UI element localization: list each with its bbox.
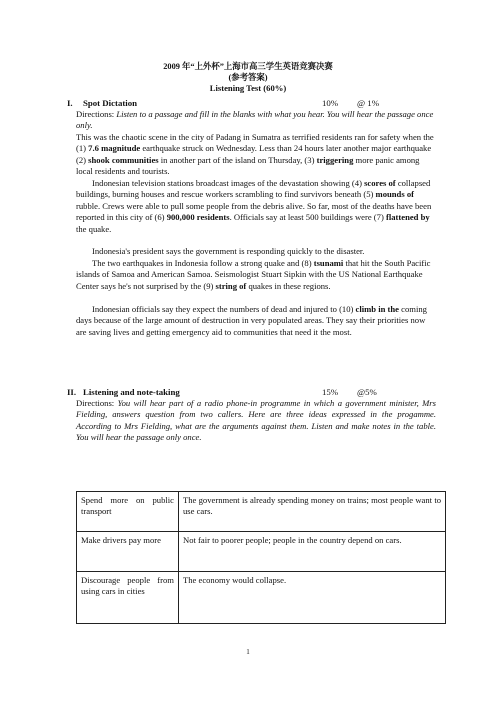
test-name: Listening Test (60%) xyxy=(209,83,287,93)
directions-label: Directions: xyxy=(76,109,115,119)
idea-cell: Spend more on public transport xyxy=(77,492,179,532)
document-title: 2009 年“上外杯”上海市高三学生英语竞赛决赛 xyxy=(163,62,333,71)
directions-label: Directions: xyxy=(76,398,115,408)
section1-per-item: @ 1% xyxy=(357,98,380,108)
directions-text: You will hear part of a radio phone-in programme in which a government minister, Mrs Fielding, answers question from two callers. Here are three ideas expressed in the progamme. According to Mrs Fielding, what are the arguments against them. Listen and make notes in the table. You will hear the passage only once. xyxy=(76,398,436,443)
text-span: more panic among local residents and tourists. xyxy=(76,154,420,177)
argument-cell: The government is already spending money on trains; most people want to use cars. xyxy=(179,492,446,532)
text-span: coming days because of the large amount of destruction in very populated areas. They say their priorities now are saving lives and getting emergency aid to communities that need it the most. xyxy=(76,304,427,337)
directions-text: Listen to a passage and fill in the blanks with what you hear. You will hear the passage once only. xyxy=(76,109,434,131)
text-span: This was the chaotic scene in the city of Padang in Sumatra as terrified residents ran for safety when the (1) xyxy=(76,132,434,154)
section2-per-item: @5% xyxy=(357,387,377,397)
passage-paragraph-2 xyxy=(76,178,436,235)
section1-name: Spot Dictation xyxy=(83,98,138,108)
section1-weight: 10% xyxy=(322,98,339,108)
section1-number: I. xyxy=(67,98,73,108)
text-span: Indonesian officials say they expect the numbers of dead and injured to (10) xyxy=(92,304,356,314)
answer-9: string of xyxy=(215,280,247,291)
answer-2: shook communities xyxy=(88,154,159,165)
text-span: . Officials say at least 500 buildings were (7) xyxy=(229,212,386,223)
answer-5: mounds of xyxy=(375,189,414,200)
table-row xyxy=(77,492,446,532)
text-span: the quake. xyxy=(76,223,112,234)
section2-heading xyxy=(67,387,447,398)
argument-cell: Not fair to poorer people; people in the country depend on cars. xyxy=(179,532,446,572)
answer-7: flattened by xyxy=(385,212,430,223)
passage-paragraph-3: Indonesia's president says the government is responding quickly to the disaster. xyxy=(92,246,365,256)
section1-directions xyxy=(76,109,436,132)
section2-weight: 15% xyxy=(322,387,339,397)
page-number: 1 xyxy=(246,648,250,656)
text-span: earthquake struck on Wednesday. Less than 24 hours later another major earthquake (2) xyxy=(76,143,432,165)
text-span: Indonesian television stations broadcast images of the devastation showing (4) xyxy=(92,178,365,188)
answer-6: 900,000 residents xyxy=(166,212,230,223)
notes-table xyxy=(76,491,446,624)
text-span: in another part of the island on Thursday, (3) xyxy=(158,154,317,165)
table-row xyxy=(77,572,446,624)
text-span: rubble. Crews were able to pull some people from the debris alive. So far, most of the deaths have been reported in this city of (6) xyxy=(76,200,432,223)
table-row xyxy=(77,532,446,572)
passage-paragraph-5 xyxy=(76,304,436,338)
section1-heading xyxy=(67,98,447,109)
text-span: collapsed buildings, burning houses and rescue workers scrambling to find survivors beneath (5) xyxy=(76,178,431,200)
answer-3: triggering xyxy=(316,154,354,165)
section2-name: Listening and note-taking xyxy=(83,387,180,397)
passage-paragraph-1 xyxy=(76,132,436,178)
idea-cell: Discourage people from using cars in cities xyxy=(77,572,179,624)
idea-cell: Make drivers pay more xyxy=(77,532,179,572)
document-subtitle: (参考答案) xyxy=(228,73,268,82)
answer-10: climb in the xyxy=(355,304,399,314)
argument-cell: The economy would collapse. xyxy=(179,572,446,624)
section2-directions xyxy=(76,398,436,444)
text-span: that hit the South Pacific islands of Samoa and American Samoa. Seismologist Stuart Sipkin with the US National Earthquake Center says he's not surprised by the (9) xyxy=(76,258,431,291)
answer-4: scores of xyxy=(364,178,396,188)
answer-1: 7.6 magnitude xyxy=(88,143,141,154)
section2-number: II. xyxy=(67,387,77,397)
passage-paragraph-4 xyxy=(76,258,436,292)
answer-8: tsunami xyxy=(313,258,344,268)
text-span: quakes in these regions. xyxy=(246,280,331,291)
text-span: The two earthquakes in Indonesia follow a strong quake and (8) xyxy=(92,258,314,268)
